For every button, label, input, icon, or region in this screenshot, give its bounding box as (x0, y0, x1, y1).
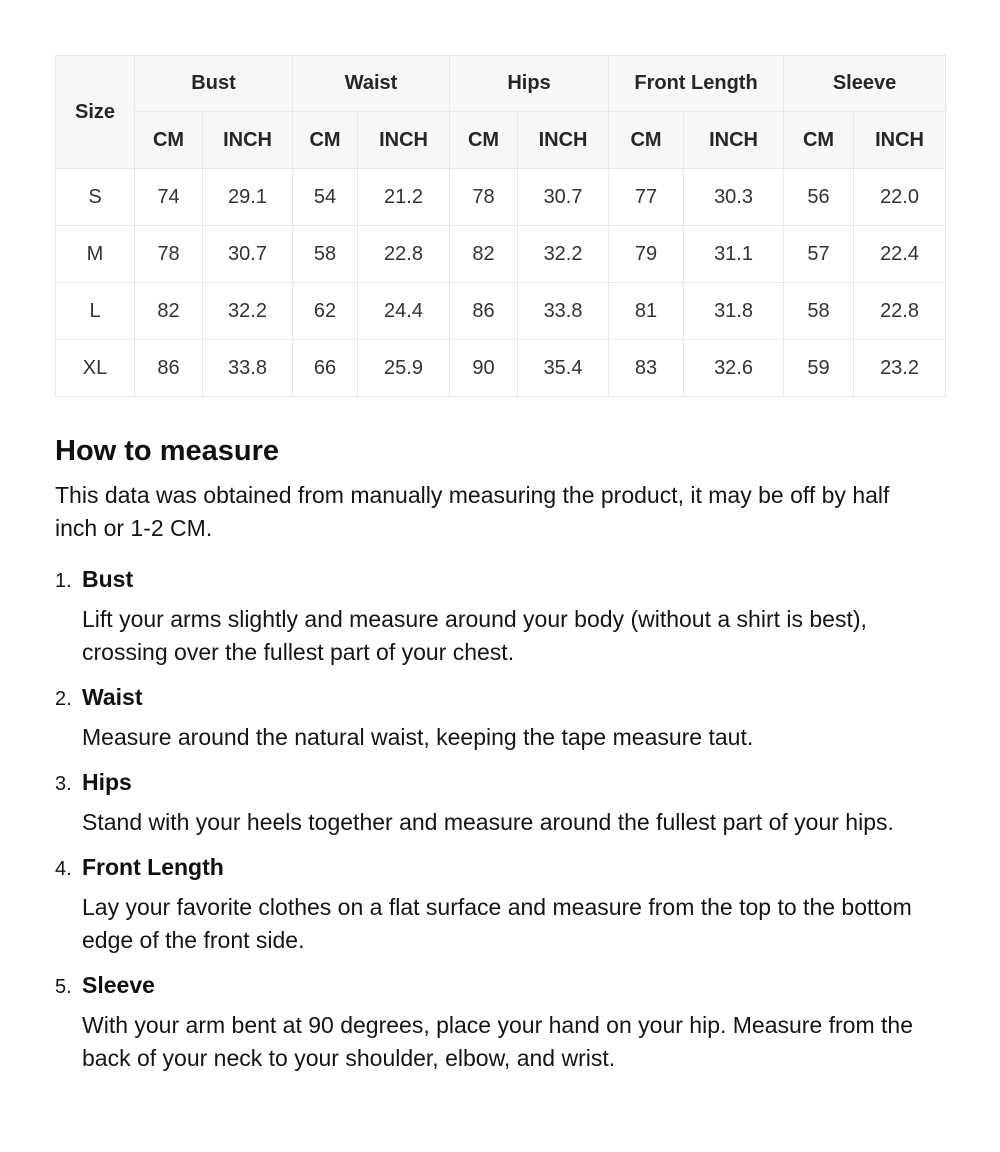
measurement-cell: 59 (784, 340, 854, 397)
measurement-cell: 82 (450, 226, 518, 283)
measurement-cell: 22.4 (854, 226, 946, 283)
step-heading (55, 681, 945, 715)
step-term: Hips (82, 769, 132, 795)
measurement-cell: 32.2 (518, 226, 609, 283)
measurement-cell: 22.8 (358, 226, 450, 283)
unit-header: CM (293, 112, 358, 169)
measurement-cell: 74 (135, 169, 203, 226)
step-number: 4. (55, 858, 72, 880)
size-column-header: Size (56, 56, 135, 169)
column-group-header-bust: Bust (135, 56, 293, 112)
step-number: 2. (55, 688, 72, 710)
step-description: Stand with your heels together and measure around the fullest part of your hips. (82, 809, 894, 835)
measurement-cell: 82 (135, 283, 203, 340)
measurement-cell: 62 (293, 283, 358, 340)
step-term: Sleeve (82, 972, 155, 998)
measurement-cell: 90 (450, 340, 518, 397)
table-group-header-row (56, 56, 946, 112)
intro-paragraph: This data was obtained from manually measuring the product, it may be off by half inch or 1-2 CM. (55, 482, 890, 541)
step-description: Lift your arms slightly and measure around your body (without a shirt is best), crossing over the fullest part of your chest. (82, 606, 867, 665)
measurement-cell: 21.2 (358, 169, 450, 226)
size-cell: S (56, 169, 135, 226)
measurement-cell: 33.8 (203, 340, 293, 397)
step-heading (55, 969, 945, 1003)
measurement-cell: 24.4 (358, 283, 450, 340)
measurement-cell: 77 (609, 169, 684, 226)
column-group-header-hips: Hips (450, 56, 609, 112)
measurement-cell: 78 (450, 169, 518, 226)
column-group-header-waist: Waist (293, 56, 450, 112)
step-description: With your arm bent at 90 degrees, place your hand on your hip. Measure from the back of your neck to your shoulder, elbow, and wrist. (82, 1012, 913, 1071)
step-number: 5. (55, 976, 72, 998)
measurement-cell: 30.7 (518, 169, 609, 226)
step-heading (55, 766, 945, 800)
unit-header: INCH (518, 112, 609, 169)
unit-header: INCH (358, 112, 450, 169)
step-term: Waist (82, 684, 143, 710)
step-term: Front Length (82, 854, 224, 880)
measurement-cell: 79 (609, 226, 684, 283)
unit-header: INCH (854, 112, 946, 169)
size-chart-table (55, 55, 946, 397)
step-number: 3. (55, 773, 72, 795)
measurement-cell: 32.2 (203, 283, 293, 340)
measurement-cell: 86 (135, 340, 203, 397)
size-cell: L (56, 283, 135, 340)
column-group-header-sleeve: Sleeve (784, 56, 946, 112)
measurement-cell: 22.0 (854, 169, 946, 226)
measurement-cell: 78 (135, 226, 203, 283)
size-cell: M (56, 226, 135, 283)
table-row (56, 169, 946, 226)
measurement-cell: 86 (450, 283, 518, 340)
measurement-cell: 29.1 (203, 169, 293, 226)
measurement-cell: 30.7 (203, 226, 293, 283)
measure-steps-list (55, 563, 945, 1075)
column-group-header-front-length: Front Length (609, 56, 784, 112)
measurement-cell: 31.8 (684, 283, 784, 340)
table-row (56, 340, 946, 397)
measure-step-hips (55, 766, 945, 839)
measurement-cell: 25.9 (358, 340, 450, 397)
measurement-cell: 32.6 (684, 340, 784, 397)
measurement-cell: 57 (784, 226, 854, 283)
measurement-cell: 54 (293, 169, 358, 226)
measure-step-front-length (55, 851, 945, 957)
measurement-cell: 56 (784, 169, 854, 226)
measurement-cell: 81 (609, 283, 684, 340)
how-to-measure-heading: How to measure (55, 435, 279, 467)
measurement-cell: 30.3 (684, 169, 784, 226)
unit-header: CM (609, 112, 684, 169)
table-unit-header-row (56, 112, 946, 169)
measurement-cell: 66 (293, 340, 358, 397)
step-description: Lay your favorite clothes on a flat surface and measure from the top to the bottom edge of the front side. (82, 894, 912, 953)
step-heading (55, 851, 945, 885)
measurement-cell: 58 (293, 226, 358, 283)
unit-header: CM (784, 112, 854, 169)
measurement-cell: 33.8 (518, 283, 609, 340)
measurement-cell: 22.8 (854, 283, 946, 340)
step-number: 1. (55, 570, 72, 592)
unit-header: CM (450, 112, 518, 169)
measurement-cell: 35.4 (518, 340, 609, 397)
size-cell: XL (56, 340, 135, 397)
step-term: Bust (82, 566, 134, 592)
step-description: Measure around the natural waist, keeping the tape measure taut. (82, 724, 754, 750)
unit-header: INCH (203, 112, 293, 169)
measure-step-sleeve (55, 969, 945, 1075)
measure-step-waist (55, 681, 945, 754)
step-heading (55, 563, 945, 597)
unit-header: INCH (684, 112, 784, 169)
measurement-cell: 31.1 (684, 226, 784, 283)
table-row (56, 226, 946, 283)
unit-header: CM (135, 112, 203, 169)
measurement-cell: 83 (609, 340, 684, 397)
table-row (56, 283, 946, 340)
measurement-cell: 23.2 (854, 340, 946, 397)
measure-step-bust (55, 563, 945, 669)
measurement-cell: 58 (784, 283, 854, 340)
